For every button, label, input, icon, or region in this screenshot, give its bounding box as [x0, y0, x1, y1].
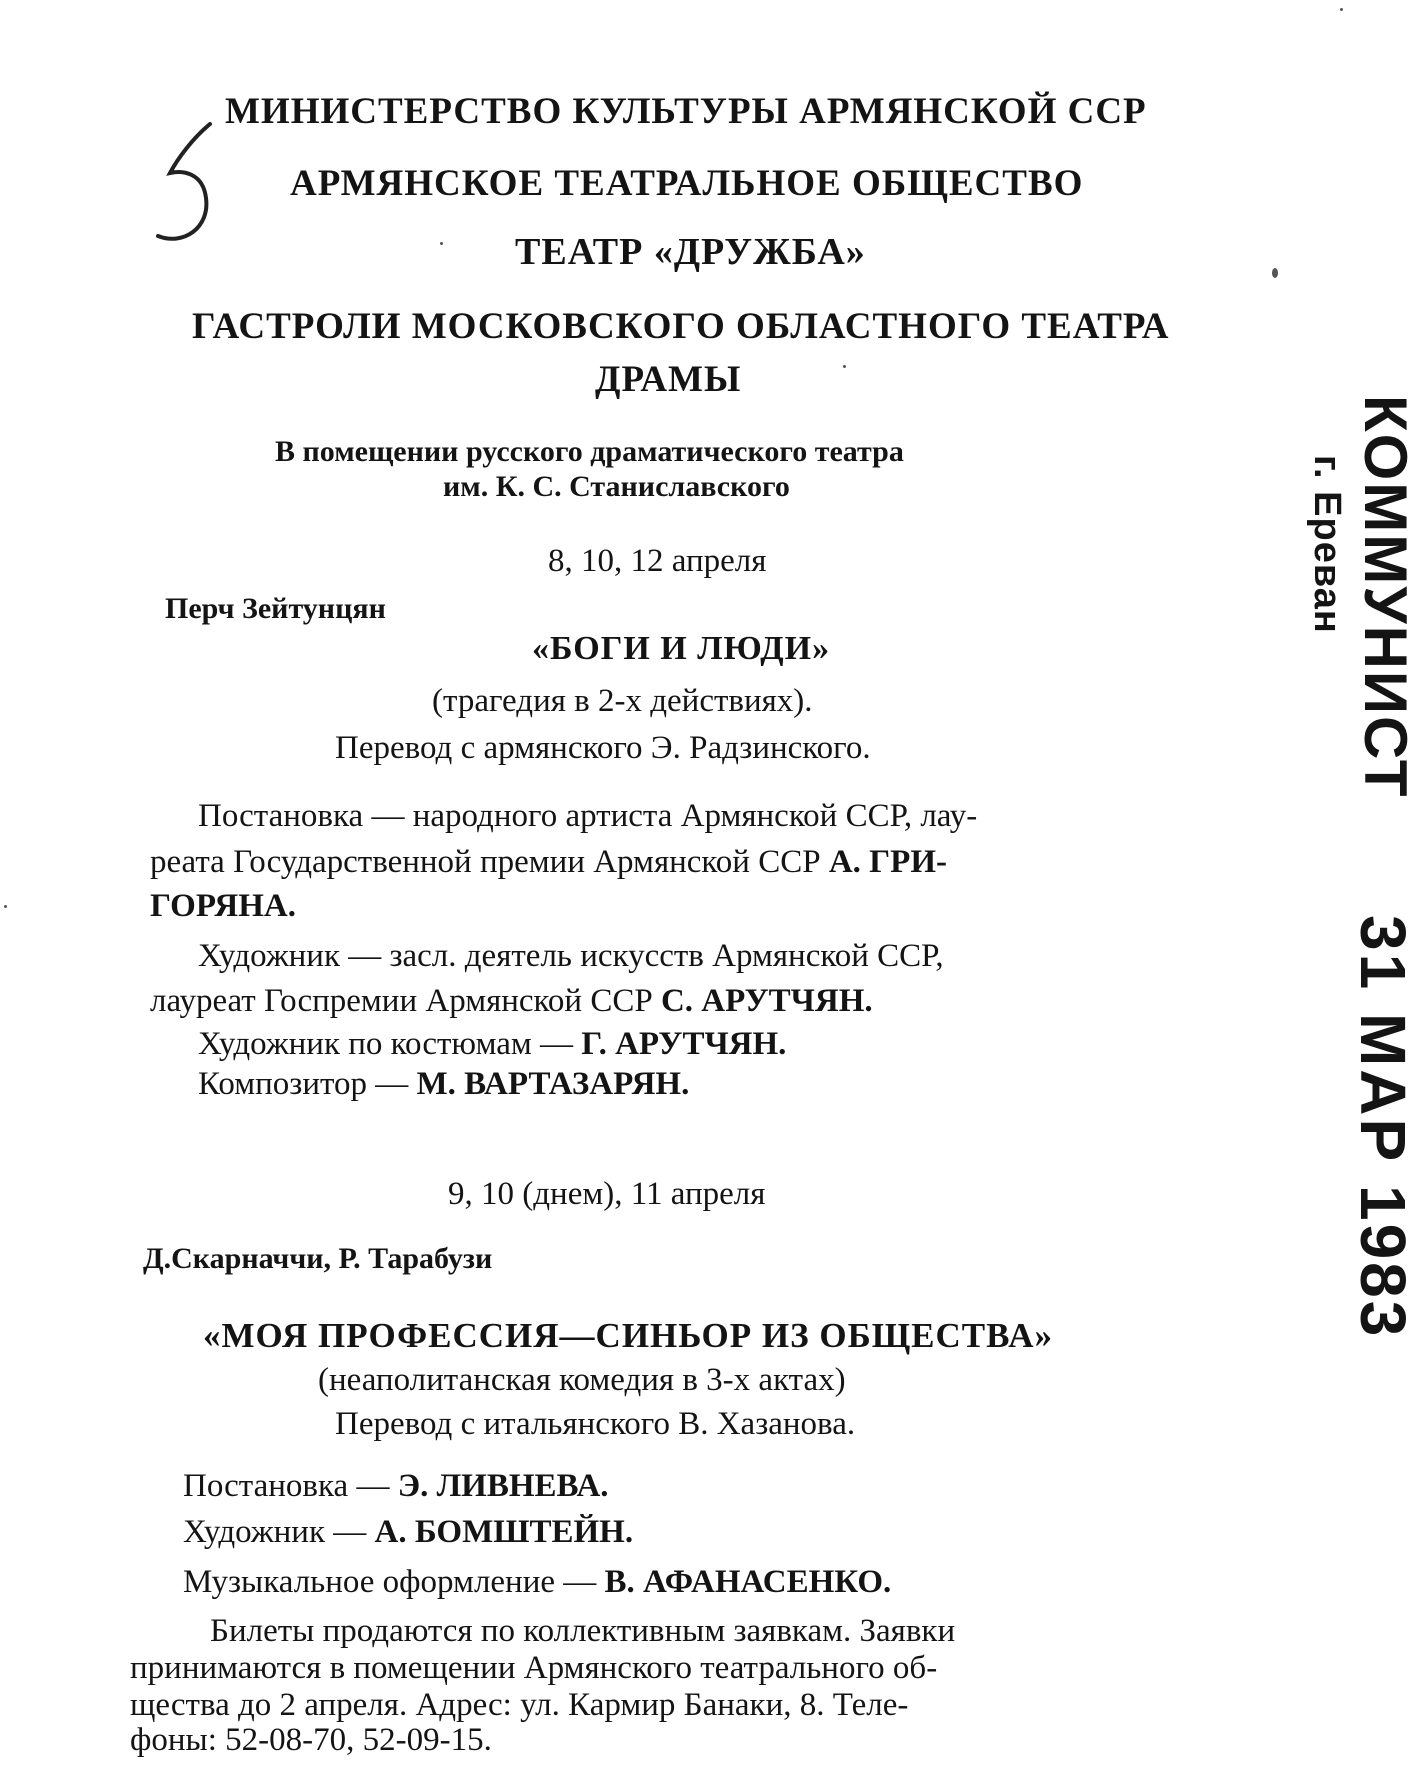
scan-speck: [843, 365, 846, 368]
stamp-newspaper-name: КОММУНИСТ: [1352, 395, 1419, 799]
tickets-line4: фоны: 52-08-70, 52-09-15.: [130, 1722, 492, 1758]
play1-author: Перч Зейтунцян: [165, 592, 386, 625]
play1-dates: 8, 10, 12 апреля: [548, 543, 767, 579]
play1-genre: (трагедия в 2-х действиях).: [432, 683, 813, 719]
scan-speck: [1272, 268, 1278, 278]
play1-credit-line: Композитор — М. ВАРТАЗАРЯН.: [198, 1066, 690, 1102]
play1-credit-line: Художник — засл. деятель искусств Армянской ССР,: [198, 938, 944, 974]
scan-speck: [440, 242, 443, 245]
tickets-line2: принимаются в помещении Армянского театрального об-: [130, 1650, 938, 1686]
venue-line2: им. К. С. Станиславского: [443, 470, 790, 503]
play2-dates: 9, 10 (днем), 11 апреля: [448, 1176, 766, 1212]
tickets-line3: щества до 2 апреля. Адрес: ул. Кармир Банаки, 8. Теле-: [130, 1687, 909, 1723]
scan-speck: [4, 905, 7, 908]
play2-credit-line: Художник — А. БОМШТЕЙН.: [183, 1514, 634, 1550]
play2-title: «МОЯ ПРОФЕССИЯ—СИНЬОР ИЗ ОБЩЕСТВА»: [203, 1316, 1054, 1355]
theater-heading: ТЕАТР «ДРУЖБА»: [515, 231, 866, 273]
ministry-heading: МИНИСТЕРСТВО КУЛЬТУРЫ АРМЯНСКОЙ ССР: [225, 91, 1147, 132]
society-heading: АРМЯНСКОЕ ТЕАТРАЛЬНОЕ ОБЩЕСТВО: [290, 163, 1084, 204]
play2-genre: (неаполитанская комедия в 3-х актах): [318, 1362, 846, 1398]
stamp-date: 31 МАР 1983: [1347, 915, 1419, 1340]
play2-credit-line: Музыкальное оформление — В. АФАНАСЕНКО.: [183, 1564, 892, 1600]
venue-line1: В помещении русского драматического театра: [275, 435, 904, 468]
play1-credit-line: лауреат Госпремии Армянской ССР С. АРУТЧЯН.: [150, 983, 873, 1019]
play1-title: «БОГИ И ЛЮДИ»: [532, 630, 831, 667]
play2-credit-line: Постановка — Э. ЛИВНЕВА.: [183, 1468, 609, 1504]
tour-heading-line2: ДРАМЫ: [595, 359, 742, 400]
play2-author: Д.Скарначчи, Р. Тарабузи: [143, 1242, 493, 1275]
play1-credit-line: Художник по костюмам — Г. АРУТЧЯН.: [198, 1026, 787, 1062]
tickets-line1: Билеты продаются по коллективным заявкам. Заявки: [210, 1613, 956, 1649]
play1-credit-line: реата Государственной премии Армянской ССР А. ГРИ-: [150, 844, 947, 880]
stamp-city: г. Ереван: [1306, 455, 1348, 634]
scan-speck: [1340, 8, 1343, 11]
play1-credit-line: ГОРЯНА.: [150, 888, 296, 924]
play1-credit-line: Постановка — народного артиста Армянской ССР, лау-: [198, 798, 978, 834]
tour-heading-line1: ГАСТРОЛИ МОСКОВСКОГО ОБЛАСТНОГО ТЕАТРА: [192, 306, 1170, 347]
play1-translation: Перевод с армянского Э. Радзинского.: [335, 730, 871, 766]
play2-translation: Перевод с итальянского В. Хазанова.: [335, 1406, 856, 1442]
handwritten-number: [148, 118, 218, 258]
